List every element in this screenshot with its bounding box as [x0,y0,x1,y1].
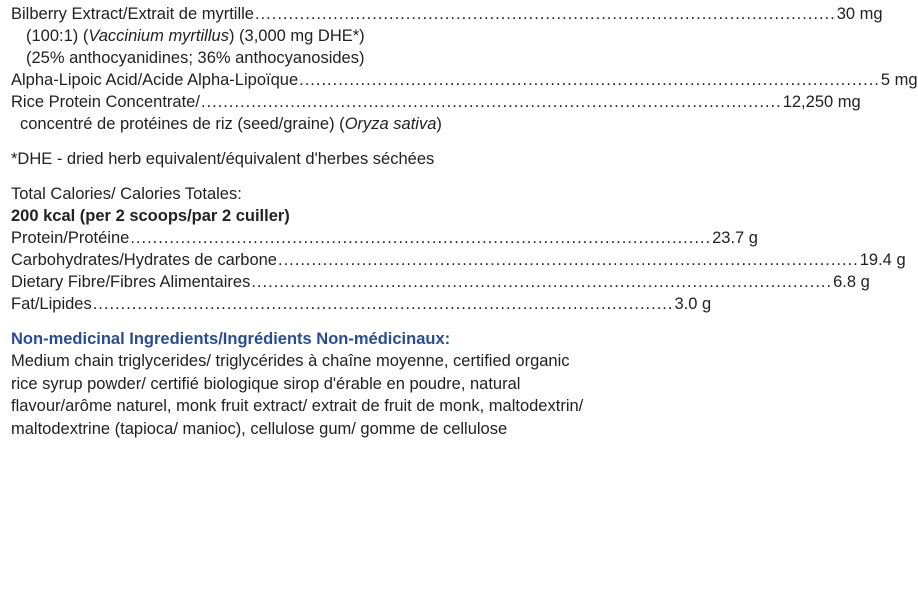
nutrition-value: 23.7 g [712,229,758,247]
non-medicinal-text: Medium chain triglycerides/ triglycérides à chaîne moyenne, certified organic rice syrup powder/ certifié biologique sirop d'érable en poudre, natural flavour/arôme naturel, monk fruit extract/ extrait de fruit de monk, maltodextrin/ maltodextrine (tapioca/ manioc), cellulose gum/ gomme de cellulose [11,352,584,438]
nutrition-value: 3.0 g [674,295,712,313]
nutrition-value: 19.4 g [859,251,906,269]
ingredient-row-alpha-lipoic [11,69,918,91]
ingredient-label-alpha-lipoic: Alpha-Lipoic Acid/Acide Alpha-Lipoïque [11,71,299,89]
non-medicinal-heading: Non-medicinal Ingredients/Ingrédients Non-médicinaux: [11,330,451,348]
nutrition-row [11,271,870,293]
nutrition-row [11,227,758,249]
dot-leader: ........................................................................................................ [92,295,674,313]
rice-protein-detail-line [11,113,595,135]
ingredient-label-rice-protein: Rice Protein Concentrate/ [11,93,200,111]
ingredient-value-alpha-lipoic: 5 mg [880,71,918,89]
dot-leader: ........................................................................................................ [299,71,880,89]
bilberry-dhe-text: ) (3,000 mg DHE*) [228,27,365,45]
nutrition-row [11,293,712,315]
rice-protein-close-paren: ) [436,115,442,133]
nutrition-label: Fat/Lipides [11,295,92,313]
ingredient-label-bilberry: Bilberry Extract/Extrait de myrtille [11,5,254,23]
calories-label: Total Calories/ Calories Totales: [11,185,242,203]
dot-leader: ........................................................................................................ [200,93,782,111]
nutrition-row [11,249,906,271]
ingredient-row-bilberry [11,3,883,25]
dot-leader: ........................................................................................................ [254,5,836,23]
nutrition-label: Protein/Protéine [11,229,130,247]
dot-leader: ........................................................................................................ [251,273,833,291]
bilberry-latin-name: Vaccinium myrtillus [88,27,229,45]
serving-size: 200 kcal (per 2 scoops/par 2 cuiller) [11,207,290,225]
bilberry-ratio-text: (100:1) ( [26,27,89,45]
nutrition-label: Carbohydrates/Hydrates de carbone [11,251,277,269]
rice-protein-latin-name: Oryza sativa [344,115,437,133]
ingredient-value-rice-protein: 12,250 mg [782,93,861,111]
nutrition-table [11,227,906,315]
rice-protein-french-text: concentré de protéines de riz (seed/graine) ( [20,115,345,133]
ingredient-row-rice-protein [11,91,861,113]
ingredient-value-bilberry: 30 mg [836,5,883,23]
dhe-footnote: *DHE - dried herb equivalent/équivalent d'herbes séchées [11,150,435,168]
dot-leader: ........................................................................................................ [277,251,859,269]
bilberry-standardization: (25% anthocyanidines; 36% anthocyanosides) [26,49,365,67]
bilberry-detail-line [11,25,595,47]
nutrition-label: Dietary Fibre/Fibres Alimentaires [11,273,251,291]
dot-leader: ........................................................................................................ [130,229,712,247]
nutrition-value: 6.8 g [833,273,870,291]
